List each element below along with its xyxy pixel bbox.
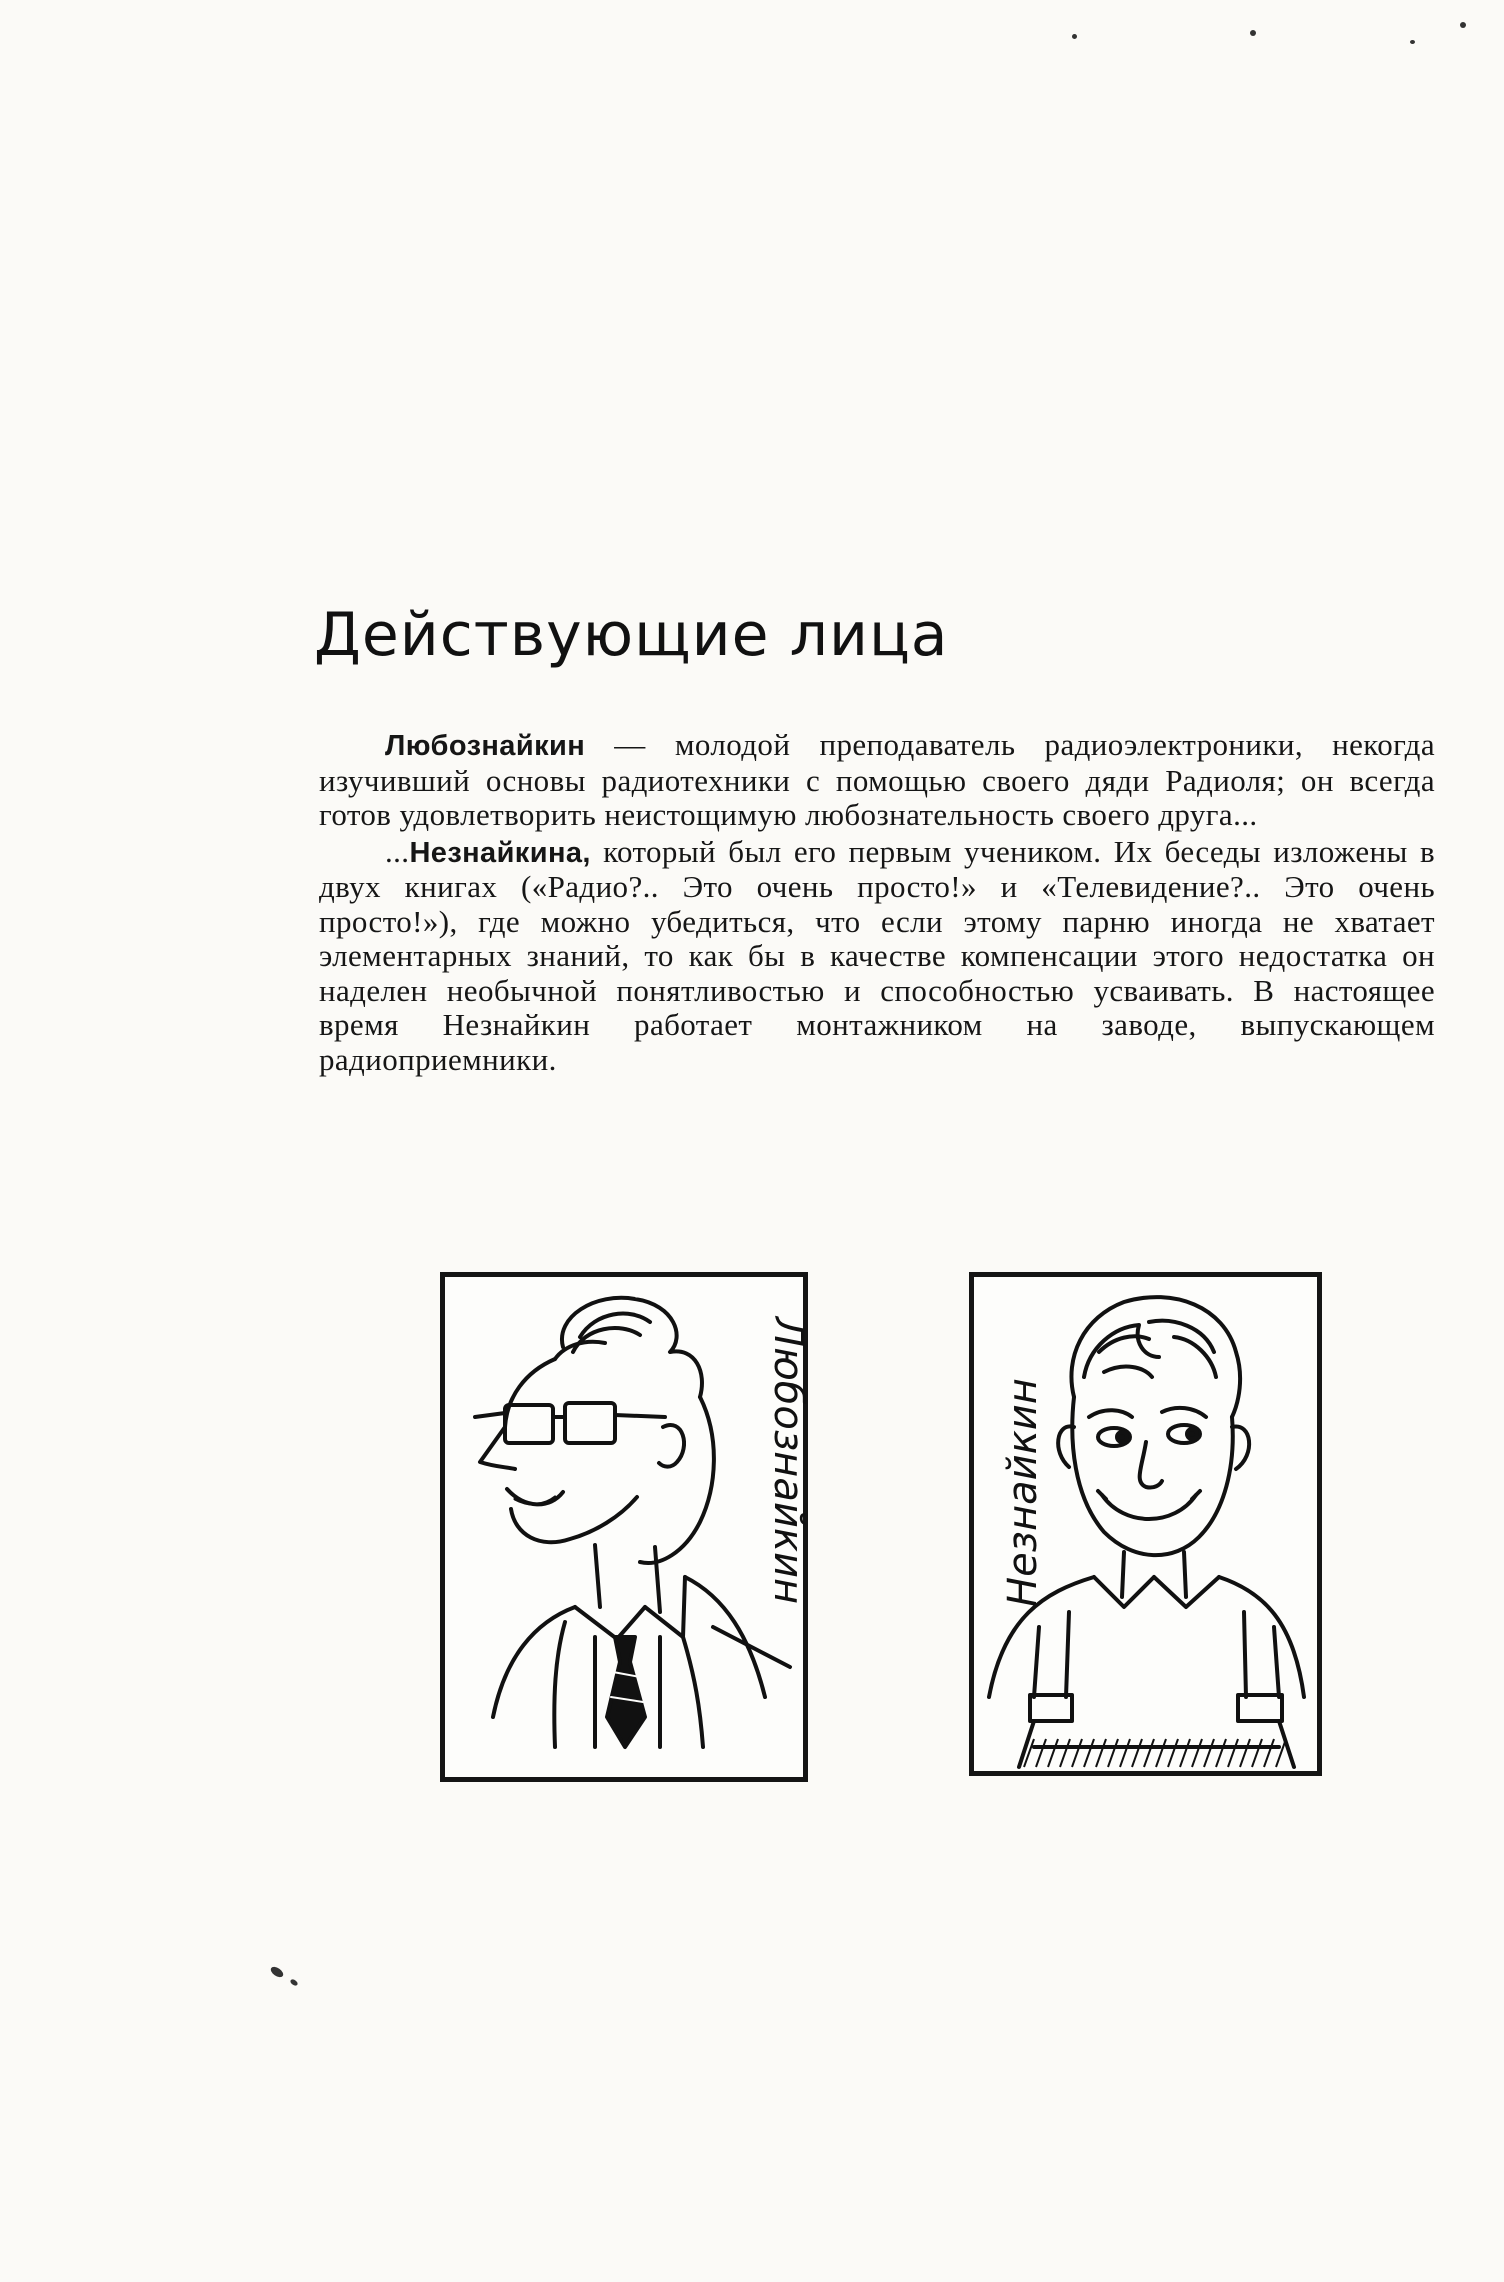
caricature-neznaykin-drawing (974, 1277, 1317, 1771)
character-name: Незнайкина, (409, 836, 591, 869)
scan-speck (289, 1978, 298, 1987)
scan-speck (1072, 34, 1077, 39)
portrait-lyuboznaykin (440, 1272, 811, 1782)
character-name: Любознайкин (385, 730, 586, 762)
portrait-signature: Незнайкин (1000, 1378, 1046, 1607)
paragraph-neznaykin (319, 835, 1435, 1078)
page-title: Действующие лица (314, 600, 949, 670)
scan-speck (1410, 40, 1415, 44)
caricature-lyuboznaykin-drawing (445, 1277, 811, 1777)
scan-speck (1460, 22, 1466, 28)
paragraph-text: который был его первым учеником. Их беседы изложены в двух книгах («Радио?.. Это очень просто!» и «Телевидение?.. Это очень просто!»), где можно убедиться, что если этому парню иногда не хватает элементарных знаний, то как бы в качестве компенсации этого недостатка он наделен необычной понятливостью и способностью усваивать. В настоящее время Незнайкин работает монтажником на заводе, выпускающем радиоприемники. (319, 833, 1435, 1077)
paragraph-prefix: ... (385, 833, 410, 869)
portrait-neznaykin (969, 1272, 1322, 1776)
scan-speck (269, 1965, 285, 1980)
scan-speck (1250, 30, 1256, 36)
paragraph-text: — молодой преподаватель радиоэлектроники, некогда изучивший основы радиотехники с помощью своего дяди Радиоля; он всегда готов удовлетворить неистощимую любознательность своего друга... (319, 727, 1435, 832)
paragraph-lyuboznaykin (319, 728, 1435, 833)
portrait-signature: Любознайкин (765, 1317, 811, 1605)
body-text (319, 728, 1435, 1077)
